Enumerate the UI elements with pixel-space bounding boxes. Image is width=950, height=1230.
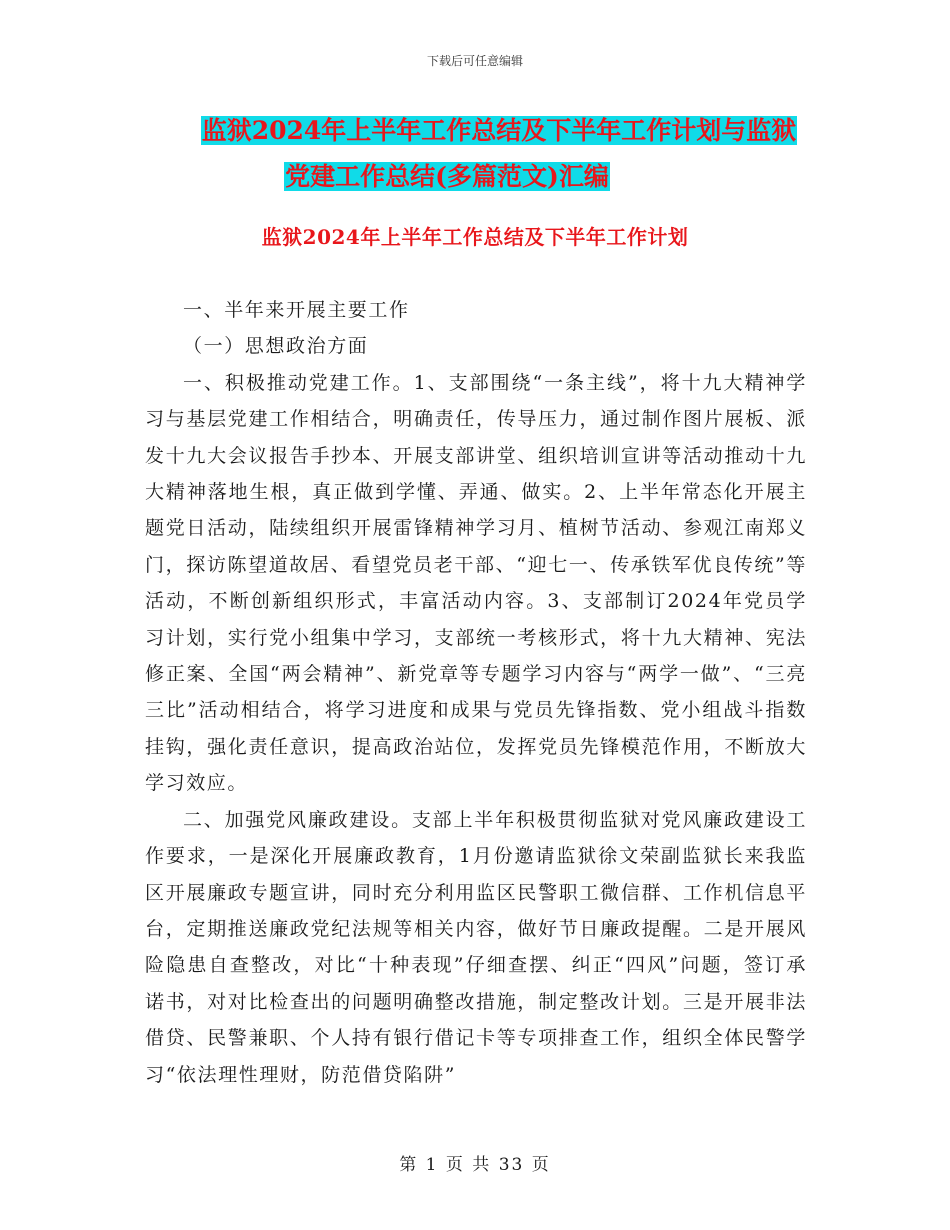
page-number: 第 1 页 共 33 页 <box>399 1155 551 1175</box>
paragraph-party-building: 一、积极推动党建工作。1、支部围绕“一条主线”，将十九大精神学习与基层党建工作相结合，明确责任，传导压力，通过制作图片展板、派发十九大会议报告手抄本、开展支部讲堂、组织培训宣讲等活动推动十九大精神落地生根，真正做到学懂、弄通、做实。2、上半年常态化开展主题党日活动，陆续组织开展雷锋精神学习月、植树节活动、参观江南郑义门，探访陈望道故居、看望党员老干部、“迎七一、传承铁军优良传统”等活动，不断创新组织形式，丰富活动内容。3、支部制订2024年党员学习计划，实行党小组集中学习，支部统一考核形式，将十九大精神、宪法修正案、全国“两会精神”、新党章等专题学习内容与“两学一做”、“三亮三比”活动相结合，将学习进度和成果与党员先锋指数、党小组战斗指数挂钩，强化责任意识，提高政治站位，发挥党员先锋模范作用，不断放大学习效应。 <box>145 371 807 795</box>
paragraph-heading-1: 一、半年来开展主要工作 <box>183 299 410 321</box>
paragraph-integrity: 二、加强党风廉政建设。支部上半年积极贯彻监狱对党风廉政建设工作要求，一是深化开展廉政教育，1月份邀请监狱徐文荣副监狱长来我监区开展廉政专题宣讲，同时充分利用监区民警职工微信群、工作机信息平台，定期推送廉政党纪法规等相关内容，做好节日廉政提醒。二是开展风险隐患自查整改，对比“十种表现”仔细查摆、纠正“四风”问题，签订承诺书，对对比检查出的问题明确整改措施，制定整改计划。三是开展非法借贷、民警兼职、个人持有银行借记卡等专项排查工作，组织全体民警学习“依法理性理财，防范借贷陷阱” <box>145 808 807 1086</box>
document-title <box>0 108 950 200</box>
title-highlight-1: 监狱2024年上半年工作总结及下半年工作计划与监狱 <box>201 116 797 145</box>
header-note: 下载后可任意编辑 <box>426 54 523 68</box>
document-title-line-1 <box>0 108 950 154</box>
paragraph-heading-2: （一）思想政治方面 <box>183 335 369 358</box>
title-highlight-2: 党建工作总结(多篇范文)汇编 <box>285 162 609 191</box>
section-title: 监狱2024年上半年工作总结及下半年工作计划 <box>261 225 689 249</box>
document-title-line-2 <box>0 154 950 200</box>
document-body <box>145 292 807 1093</box>
